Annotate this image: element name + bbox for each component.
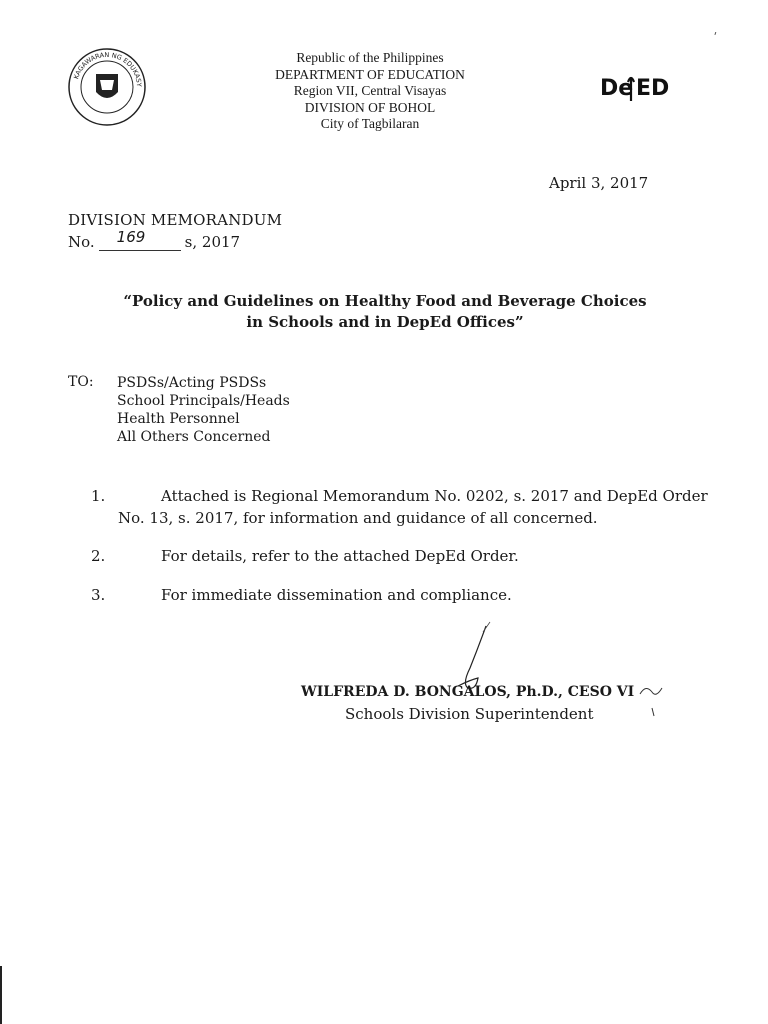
header-line: City of Tagbilaran (320, 116, 420, 131)
memo-number-handwritten: 169 (116, 228, 146, 246)
item-text: Attached is Regional Memorandum No. 0202, s. 2017 and DepEd Order (161, 487, 708, 505)
memo-no-label: No. (68, 233, 95, 251)
deped-seal-logo (66, 46, 148, 128)
signatory-title: Schools Division Superintendent (345, 705, 594, 723)
scan-speck: ⸴ (714, 24, 718, 38)
item-text: For details, refer to the attached DepEd Order. (161, 547, 519, 565)
memo-title-line: “Policy and Guidelines on Healthy Food and Beverage Choices (123, 292, 647, 310)
recipient-item: PSDSs/Acting PSDSs (117, 375, 267, 391)
deped-wordmark-logo (598, 70, 684, 106)
to-label: TO: (68, 374, 94, 390)
memo-type: DIVISION MEMORANDUM (68, 211, 283, 229)
item-number: 3. (91, 586, 106, 604)
memo-number-blank (99, 228, 181, 251)
item-text: No. 13, s. 2017, for information and guidance of all concerned. (118, 509, 598, 527)
scan-edge-mark (0, 966, 2, 1024)
item-text: For immediate dissemination and compliance. (161, 586, 512, 604)
memo-title (80, 291, 690, 333)
svg-text:ED: ED (636, 76, 670, 101)
memo-title-line: in Schools and in DepEd Offices” (246, 313, 524, 331)
recipient-item: All Others Concerned (117, 429, 271, 445)
recipient-list (117, 374, 290, 446)
header-line: DIVISION OF BOHOL (304, 99, 436, 115)
header-line: DEPARTMENT OF EDUCATION (275, 66, 465, 82)
item-number: 1. (91, 487, 106, 505)
memo-date: April 3, 2017 (549, 174, 649, 192)
recipient-item: School Principals/Heads (117, 393, 290, 409)
header-line: Republic of the Philippines (296, 50, 444, 65)
header-line: Region VII, Central Visayas (293, 83, 447, 98)
memo-number-line (68, 228, 241, 251)
item-number: 2. (91, 547, 106, 565)
signatory-name: WILFREDA D. BONGALOS, Ph.D., CESO VI (301, 684, 635, 700)
memo-series: s, 2017 (184, 233, 241, 251)
svg-text:De: De (600, 76, 634, 101)
letterhead (230, 50, 510, 133)
svg-text:KAGAWARAN NG EDUKASYON: KAGAWARAN NG EDUKASY (72, 50, 144, 87)
recipient-item: Health Personnel (117, 411, 240, 427)
